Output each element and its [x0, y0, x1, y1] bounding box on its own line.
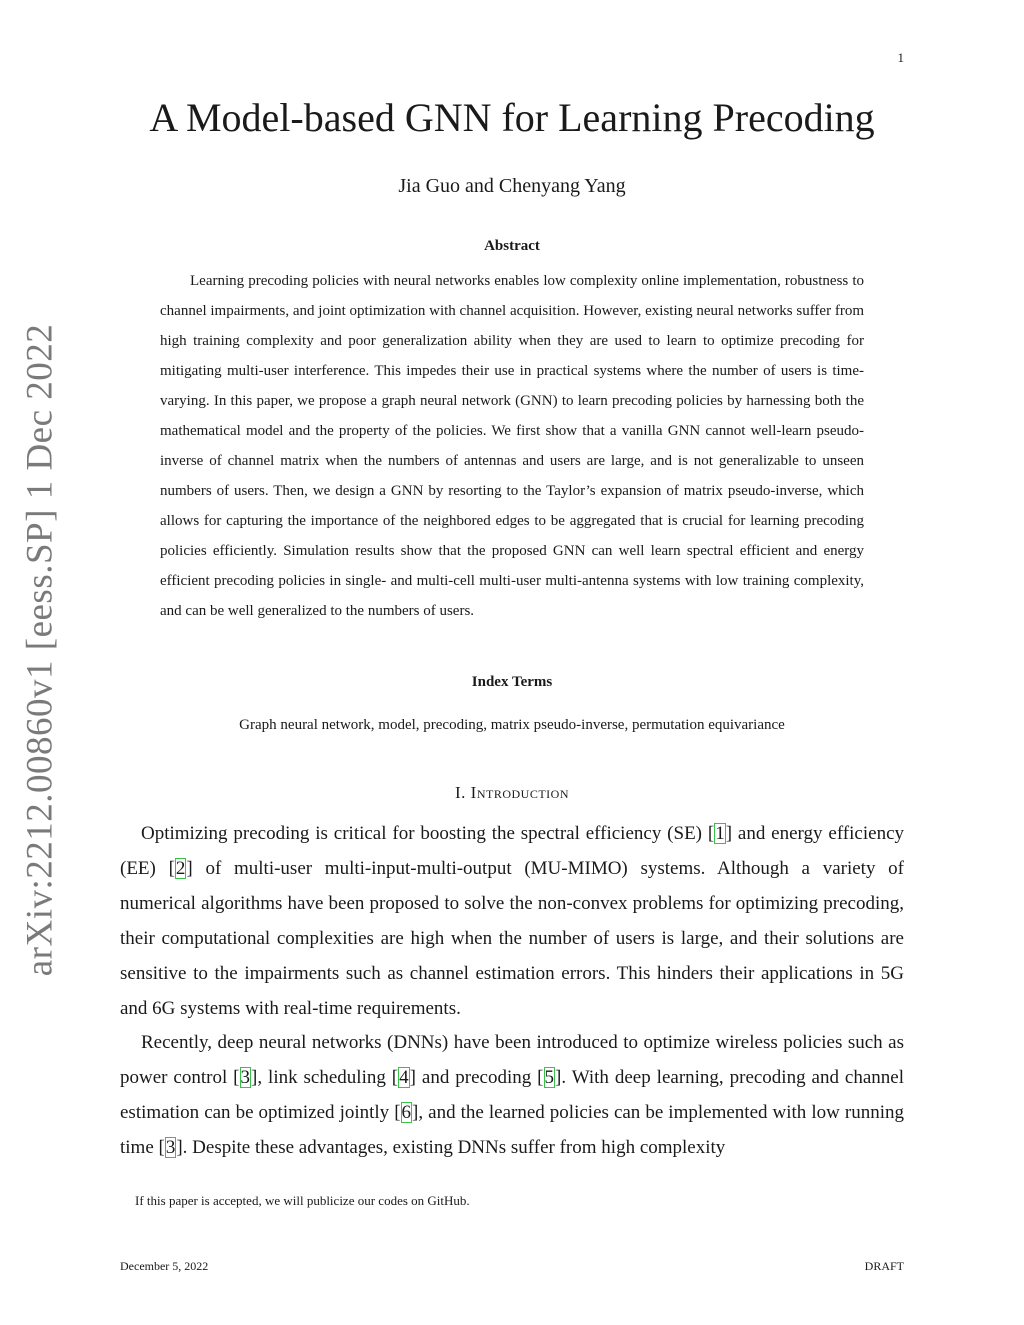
intro-paragraph-2	[120, 1025, 904, 1165]
citation-link-6[interactable]: 6	[401, 1102, 412, 1123]
para2-text-5: ], and the learned policies can be implemented with low running time [	[120, 1102, 904, 1158]
para2-text-3: ] and precoding [	[409, 1067, 544, 1088]
section-heading-introduction	[0, 781, 1024, 805]
section-number: I.	[455, 783, 471, 802]
para2-text-1: Recently, deep neural networks (DNNs) have been introduced to optimize wireless policies such as power control [	[120, 1032, 904, 1088]
citation-link-3[interactable]: 3	[240, 1067, 251, 1088]
footnote: If this paper is accepted, we will publicize our codes on GitHub.	[135, 1193, 470, 1208]
para1-text-2: ] and energy efficiency (EE) [	[120, 823, 904, 879]
citation-link-2[interactable]: 2	[175, 858, 186, 879]
page-number: 1	[897, 50, 904, 65]
abstract-heading: Abstract	[484, 238, 540, 254]
abstract-text: Learning precoding policies with neural networks enables low complexity online implementation, robustness to channel impairments, and joint optimization with channel acquisition. However, existing neural networks suffer from high training complexity and poor generalization ability when they are used to learn to optimize precoding for mitigating multi-user interference. This impedes their use in practical systems where the number of users is time-varying. In this paper, we propose a graph neural network (GNN) to learn precoding policies by harnessing both the mathematical model and the property of the policies. We first show that a vanilla GNN cannot well-learn pseudo-inverse of channel matrix when the numbers of antennas and users are large, and is not generalizable to unseen numbers of users. Then, we design a GNN by resorting to the Taylor’s expansion of matrix pseudo-inverse, which allows for capturing the importance of the neighbored edges to be aggregated that is crucial for learning precoding policies efficiently. Simulation results show that the proposed GNN can well learn spectral efficient and energy efficient precoding policies in single- and multi-cell multi-user multi-antenna systems with low training complexity, and can be well generalized to the numbers of users.	[160, 273, 864, 619]
paper-title: A Model-based GNN for Learning Precoding	[149, 95, 875, 140]
para2-text-6: ]. Despite these advantages, existing DNNs suffer from high complexity	[176, 1137, 726, 1158]
intro-paragraph-1	[120, 816, 904, 1026]
citation-link-3-repeat[interactable]: 3	[165, 1137, 176, 1158]
citation-link-4[interactable]: 4	[399, 1067, 409, 1088]
para2-text-2: ], link scheduling [	[251, 1067, 399, 1088]
para1-text-1: Optimizing precoding is critical for boosting the spectral efficiency (SE) [	[141, 823, 715, 844]
footer-date: December 5, 2022	[120, 1259, 209, 1273]
index-terms-text: Graph neural network, model, precoding, matrix pseudo-inverse, permutation equivariance	[239, 717, 785, 733]
arxiv-stamp: arXiv:2212.00860v1 [eess.SP] 1 Dec 2022	[19, 323, 61, 977]
para2-text-4: ]. With deep learning, precoding and channel estimation can be optimized jointly [	[120, 1067, 904, 1123]
footer-status: DRAFT	[864, 1259, 904, 1273]
citation-link-1[interactable]: 1	[715, 823, 725, 844]
citation-link-5[interactable]: 5	[544, 1067, 555, 1088]
para1-text-3: ] of multi-user multi-input-multi-output (MU-MIMO) systems. Although a variety of numerical algorithms have been proposed to solve the non-convex problems for optimizing precoding, their computational complexities are high when the number of users is large, and their solutions are sensitive to the impairments such as channel estimation errors. This hinders their applications in 5G and 6G systems with real-time requirements.	[120, 858, 904, 1019]
section-title: Introduction	[470, 783, 569, 802]
index-terms-heading: Index Terms	[471, 674, 553, 690]
author-list: Jia Guo and Chenyang Yang	[398, 175, 626, 197]
